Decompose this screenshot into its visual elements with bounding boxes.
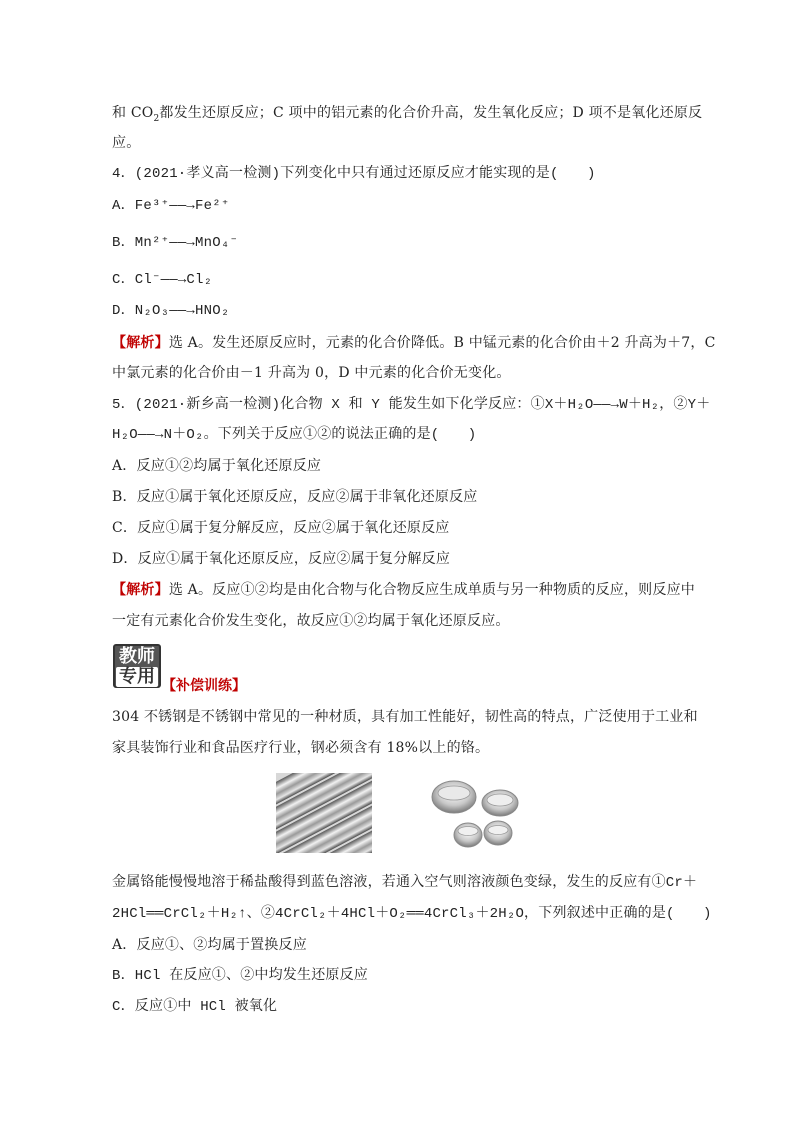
question-5-option-b: B．反应①属于氧化还原反应，反应②属于非氧化还原反应 xyxy=(112,489,478,505)
question-4-option-a: A．Fe³⁺——→Fe²⁺ xyxy=(112,198,230,214)
question-4-option-c: C．Cl⁻——→Cl₂ xyxy=(112,272,213,288)
steel-bowls-image xyxy=(424,773,524,857)
question-5-analysis-line2: 一定有元素化合价发生变化，故反应①②均属于氧化还原反应。 xyxy=(112,613,510,629)
question-5-stem-line1: 5．(2021·新乡高一检测)化合物 X 和 Y 能发生如下化学反应：①X＋H₂O——→W＋H₂，②Y＋ xyxy=(112,397,711,413)
supplement-stem-line2: 2HCl══CrCl₂＋H₂↑、②4CrCl₂＋4HCl＋O₂══4CrCl₃＋2H₂O，下列叙述中正确的是( ) xyxy=(112,906,712,922)
analysis-tag: 【解析】 xyxy=(112,582,169,598)
question-5-option-a: A．反应①②均属于氧化还原反应 xyxy=(112,458,322,474)
question-4-option-b: B．Mn²⁺——→MnO₄⁻ xyxy=(112,235,239,251)
badge-line1: 教师 xyxy=(119,646,155,667)
supplement-title: 【补偿训练】 xyxy=(162,678,246,694)
analysis-text: 选 A。反应①②均是由化合物与化合物反应生成单质与另一种物质的反应，则反应中 xyxy=(168,582,695,598)
question-4-option-d: D．N₂O₃——→HNO₂ xyxy=(112,303,230,319)
question-4-analysis-line2: 中氯元素的化合价由－1 升高为 0，D 中元素的化合价无变化。 xyxy=(112,365,511,381)
subscript: 2 xyxy=(153,113,160,124)
question-5-stem-line2: H₂O——→N＋O₂。下列关于反应①②的说法正确的是( ) xyxy=(112,427,477,443)
prev-analysis-line2: 应。 xyxy=(112,135,141,151)
teacher-only-badge xyxy=(113,644,161,688)
question-4-analysis-line1 xyxy=(112,333,716,353)
supplement-stem-line1: 金属铬能慢慢地溶于稀盐酸得到蓝色溶液，若通入空气则溶液颜色变绿，发生的反应有①Cr＋ xyxy=(112,875,698,891)
analysis-tag: 【解析】 xyxy=(112,335,169,351)
question-4-stem: 4．(2021·孝义高一检测)下列变化中只有通过还原反应才能实现的是( ) xyxy=(112,166,596,182)
analysis-text: 选 A。发生还原反应时，元素的化合价降低。B 中锰元素的化合价由＋2 升高为＋7，C xyxy=(168,335,716,351)
prev-analysis-line1 xyxy=(112,103,702,123)
steel-tubes-image xyxy=(276,773,372,857)
supplement-intro-line2: 家具装饰行业和食品医疗行业，钢必须含有 18%以上的铬。 xyxy=(112,740,490,756)
question-5-option-c: C．反应①属于复分解反应，反应②属于氧化还原反应 xyxy=(112,520,450,536)
supplement-intro-line1: 304 不锈钢是不锈钢中常见的一种材质，具有加工性能好，韧性高的特点，广泛使用于工业和 xyxy=(112,709,698,725)
question-5-option-d: D．反应①属于氧化还原反应，反应②属于复分解反应 xyxy=(112,551,451,567)
question-5-analysis-line1 xyxy=(112,580,695,600)
text-segment: 都发生还原反应；C 项中的铝元素的化合价升高，发生氧化反应；D 项不是氧化还原反 xyxy=(159,105,703,121)
supplement-option-a: A．反应①、②均属于置换反应 xyxy=(112,937,307,953)
text-segment: 和 CO xyxy=(112,105,154,121)
badge-line2: 专用 xyxy=(116,667,158,687)
supplement-option-c: C．反应①中 HCl 被氧化 xyxy=(112,999,278,1015)
supplement-option-b: B．HCl 在反应①、②中均发生还原反应 xyxy=(112,968,369,984)
